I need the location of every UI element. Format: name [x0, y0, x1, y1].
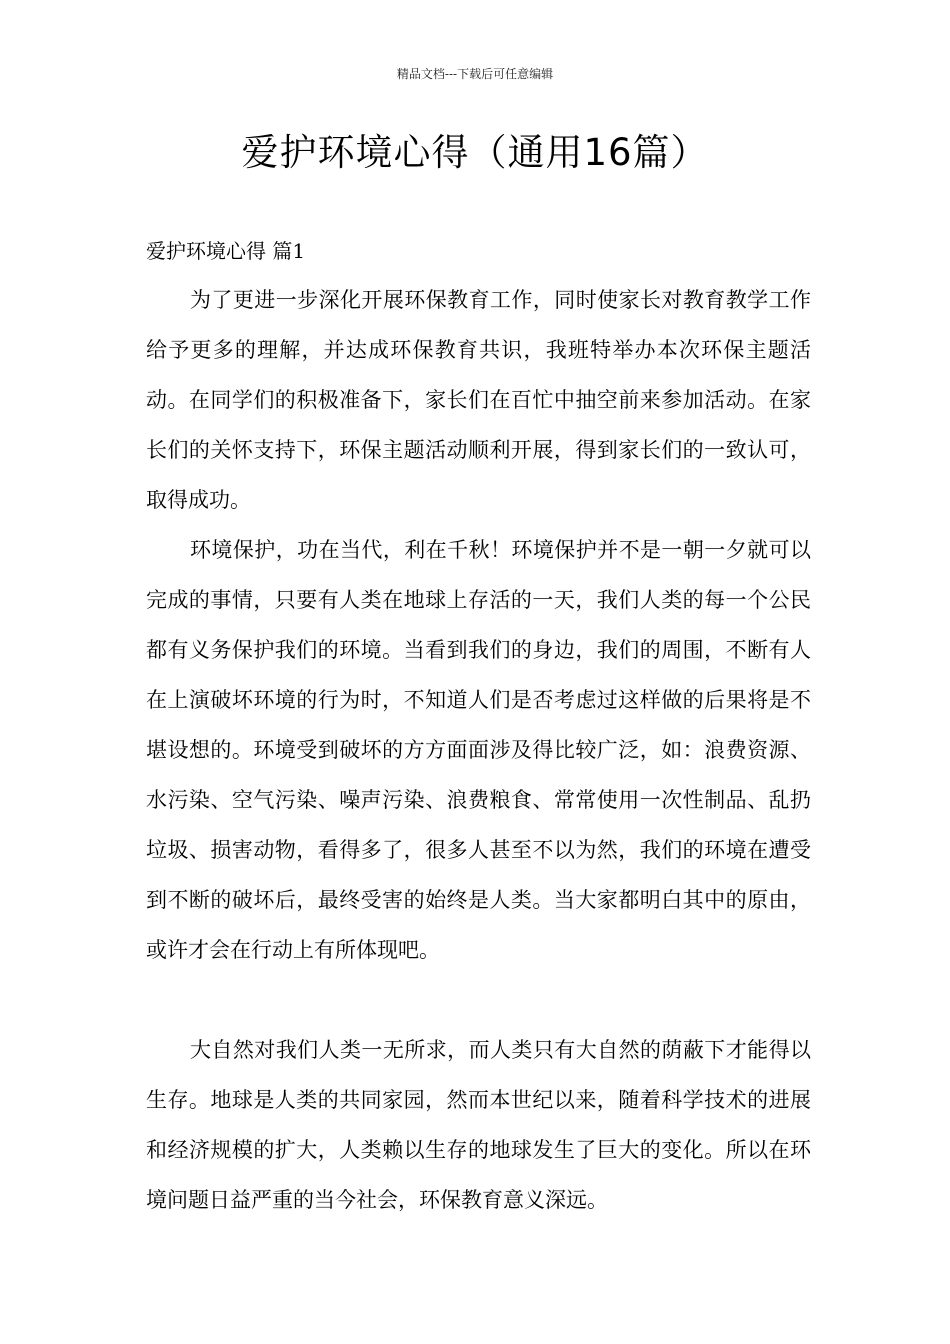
document-title: 爱护环境心得（通用16篇）: [241, 131, 709, 174]
paragraph: 环境保护，功在当代，利在千秋！环境保护并不是一朝一夕就可以完成的事情，只要有人类在地球上存活的一天，我们人类的每一个公民都有义务保护我们的环境。当看到我们的身边，我们的周围，不断有人在上演破坏环境的行为时，不知道人们是否考虑过这样做的后果将是不堪设想的。环境受到破坏的方方面面涉及得比较广泛，如：浪费资源、水污染、空气污染、噪声污染、浪费粮食、常常使用一次性制品、乱扔垃圾、损害动物，看得多了，很多人甚至不以为然，我们的环境在遭受到不断的破坏后，最终受害的始终是人类。当大家都明白其中的原由，或许才会在行动上有所体现吧。: [146, 538, 811, 962]
paragraph: 为了更进一步深化开展环保教育工作，同时使家长对教育教学工作给予更多的理解，并达成环保教育共识，我班特举办本次环保主题活动。在同学们的积极准备下，家长们在百忙中抽空前来参加活动。在家长们的关怀支持下，环保主题活动顺利开展，得到家长们的一致认可，取得成功。: [146, 288, 811, 512]
paragraph: 大自然对我们人类一无所求，而人类只有大自然的荫蔽下才能得以生存。地球是人类的共同家园，然而本世纪以来，随着科学技术的进展和经济规模的扩大，人类赖以生存的地球发生了巨大的变化。所以在环境问题日益严重的当今社会，环保教育意义深远。: [146, 1038, 811, 1212]
header-note: 精品文档---下载后可任意编辑: [396, 67, 554, 81]
section-heading: 爱护环境心得 篇1: [146, 239, 306, 263]
